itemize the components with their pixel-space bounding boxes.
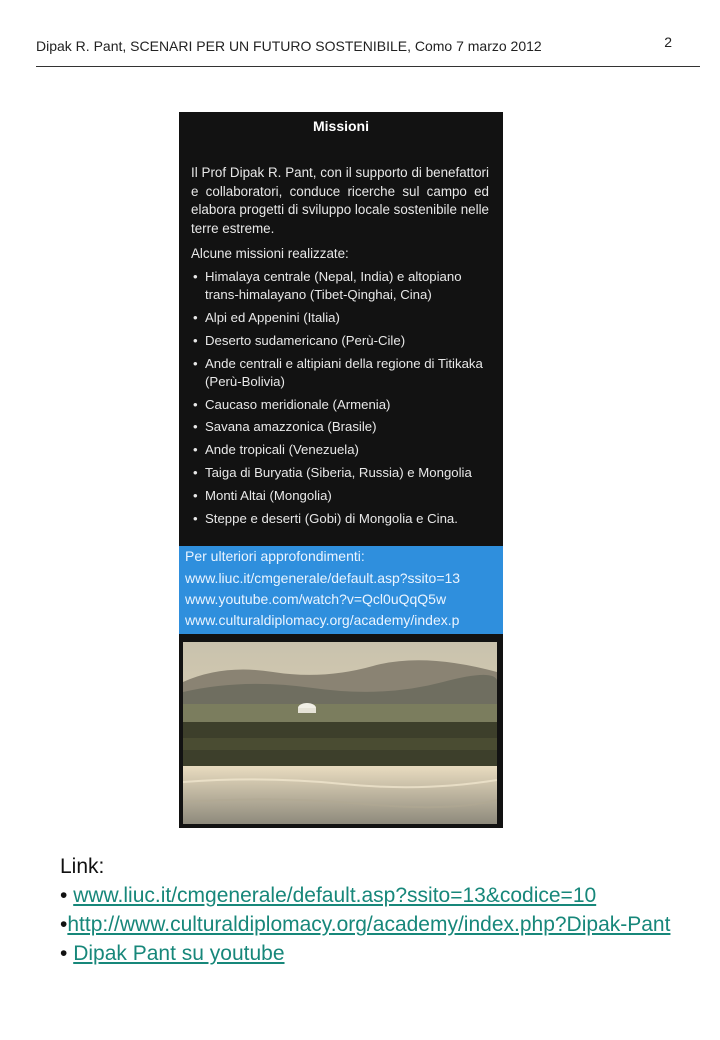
youtube-link[interactable]: Dipak Pant su youtube	[73, 942, 285, 965]
mission-text: Ande centrali e altipiani della regione di Titikaka (Perù-Bolivia)	[205, 355, 483, 389]
more-info-box	[179, 546, 503, 634]
mission-text: Savana amazzonica (Brasile)	[205, 419, 377, 435]
list-item	[191, 332, 489, 350]
bullet: •	[193, 355, 198, 371]
bullet: •	[193, 464, 198, 480]
link-item	[60, 910, 700, 939]
mission-text: Ande tropicali (Venezuela)	[205, 442, 359, 458]
list-item	[191, 355, 489, 391]
bullet: •	[193, 332, 198, 348]
bullet: •	[60, 942, 68, 965]
bullet: •	[193, 269, 198, 284]
list-item	[191, 268, 489, 304]
list-item	[191, 418, 489, 436]
brochure-intro: Il Prof Dipak R. Pant, con il supporto di benefattori e collaboratori, conduce ricerche sul campo ed elabora progetti di sviluppo locale sostenibile nelle terre estreme.	[191, 165, 489, 236]
bullet: •	[193, 487, 198, 503]
brochure-image	[179, 112, 503, 828]
bullet: •	[193, 442, 198, 458]
brochure-title: Missioni	[312, 118, 369, 134]
bullet: •	[193, 310, 198, 325]
header-title: Dipak R. Pant, SCENARI PER UN FUTURO SOSTENIBILE, Como 7 marzo 2012	[36, 38, 542, 54]
bullet: •	[193, 396, 198, 412]
more-info-link: www.liuc.it/cmgenerale/default.asp?ssito=13	[185, 570, 461, 586]
more-info-link: www.youtube.com/watch?v=Qcl0uQqQ5w	[185, 591, 447, 607]
mission-text: Steppe e deserti (Gobi) di Mongolia e Cina.	[205, 510, 458, 526]
list-item	[191, 464, 489, 482]
list-item	[191, 309, 489, 327]
bullet: •	[60, 884, 68, 907]
page-header	[36, 36, 700, 67]
missions-label: Alcune missioni realizzate:	[191, 246, 349, 261]
list-item	[191, 441, 489, 459]
page-number: 2	[664, 34, 672, 50]
mission-text: Taiga di Buryatia (Siberia, Russia) e Mongolia	[205, 464, 472, 480]
more-info-link: www.culturaldiplomacy.org/academy/index.p	[185, 612, 460, 628]
mission-text: Monti Altai (Mongolia)	[205, 487, 332, 503]
mission-text: Alpi ed Appenini (Italia)	[205, 310, 340, 325]
missions-list	[191, 268, 489, 532]
bullet: •	[193, 419, 198, 435]
list-item	[191, 510, 489, 528]
links-label: Link:	[60, 855, 105, 878]
more-info-label: Per ulteriori approfondimenti:	[185, 548, 365, 564]
link-item	[60, 939, 700, 968]
liuc-link[interactable]: www.liuc.it/cmgenerale/default.asp?ssito=13&codice=10	[73, 884, 597, 907]
list-item	[191, 396, 489, 414]
bullet: •	[60, 913, 68, 936]
mission-text: Deserto sudamericano (Perù-Cile)	[205, 332, 406, 348]
bullet: •	[193, 510, 198, 526]
link-item	[60, 881, 700, 910]
list-item	[191, 487, 489, 505]
mission-text: Caucaso meridionale (Armenia)	[205, 396, 391, 412]
mission-text: Himalaya centrale (Nepal, India) e altopiano trans-himalayano (Tibet-Qinghai, Cina)	[205, 269, 462, 303]
cultural-diplomacy-link[interactable]: http://www.culturaldiplomacy.org/academy/index.php?Dipak-Pant	[67, 913, 671, 936]
landscape-photo-icon	[183, 642, 497, 824]
links-section	[60, 852, 700, 968]
